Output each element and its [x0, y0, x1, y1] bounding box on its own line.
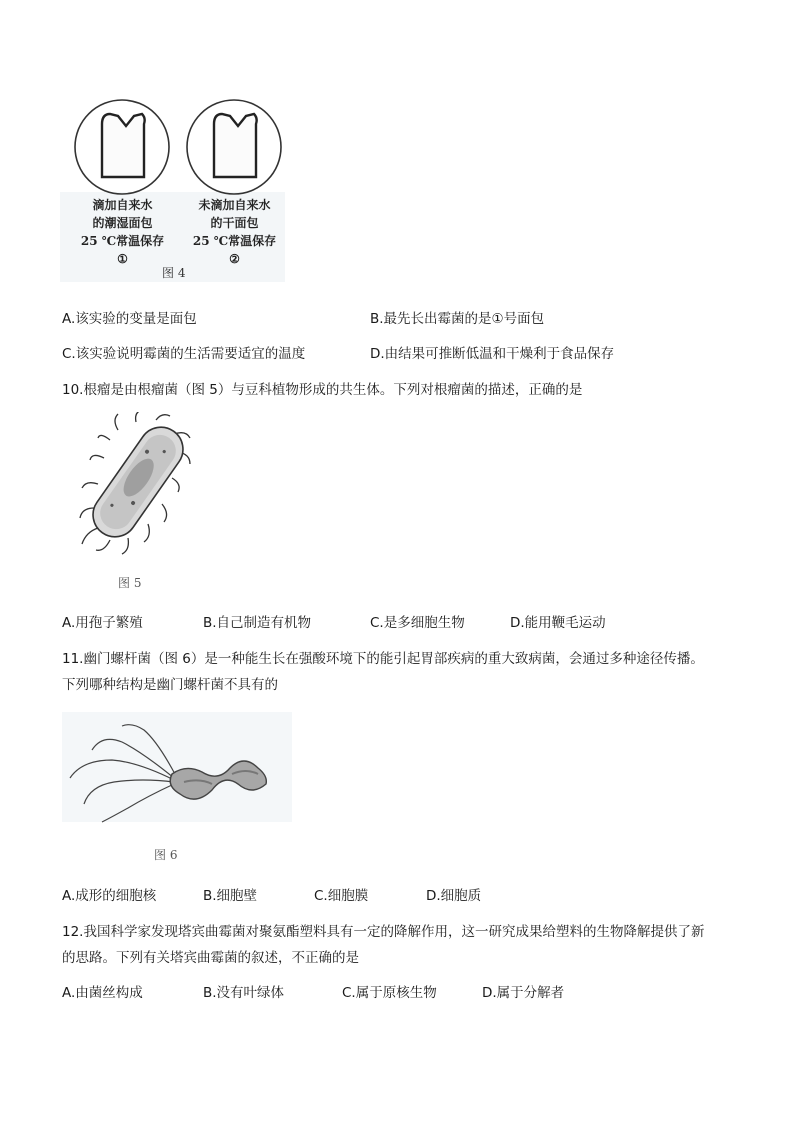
q12-stem-line1: 12.我国科学家发现塔宾曲霉菌对聚氨酯塑料具有一定的降解作用，这一研究成果给塑料的生物降解提供了新 [62, 924, 705, 940]
q9-option-a: A.该实验的变量是面包 [62, 311, 197, 327]
moist-bread-icon [102, 114, 145, 177]
fig4-right-caption-4: ② [229, 252, 240, 266]
q10-stem: 10.根瘤是由根瘤菌（图 5）与豆科植物形成的共生体。下列对根瘤菌的描述，正确的是 [62, 382, 583, 398]
q11-option-b: B.细胞壁 [203, 888, 258, 904]
fig4-left-caption-1: 滴加自来水 [92, 198, 153, 212]
q12-option-a: A.由菌丝构成 [62, 985, 143, 1001]
rhizobium-illustration [78, 412, 198, 562]
q12-option-b: B.没有叶绿体 [203, 985, 285, 1001]
figure-5 [78, 412, 198, 597]
q10-option-d: D.能用鞭毛运动 [510, 615, 606, 631]
q11-stem-line2: 下列哪种结构是幽门螺杆菌不具有的 [62, 677, 278, 693]
q12-option-d: D.属于分解者 [482, 985, 565, 1001]
q9-option-c: C.该实验说明霉菌的生活需要适宜的温度 [62, 346, 306, 362]
fig4-right-caption-1: 未滴加自来水 [198, 198, 271, 212]
q9-option-d: D.由结果可推断低温和干燥利于食品保存 [370, 346, 615, 362]
q10-option-c: C.是多细胞生物 [370, 615, 465, 631]
dry-bread-icon [214, 114, 257, 177]
q10-option-b: B.自己制造有机物 [203, 615, 312, 631]
fig4-left-caption-2: 的潮湿面包 [92, 216, 153, 230]
figure-6-label: 图 6 [154, 848, 178, 862]
figure-4-label: 图 4 [162, 266, 186, 280]
q12-stem-line2: 的思路。下列有关塔宾曲霉菌的叙述，不正确的是 [62, 950, 359, 966]
helicobacter-illustration [62, 712, 292, 832]
fig4-right-caption-2: 的干面包 [210, 216, 259, 230]
fig4-left-caption-3: 25 ℃常温保存 [80, 234, 165, 248]
q9-option-b: B.最先长出霉菌的是①号面包 [370, 311, 545, 327]
q11-option-c: C.细胞膜 [314, 888, 369, 904]
q11-option-d: D.细胞质 [426, 888, 482, 904]
q11-stem-line1: 11.幽门螺杆菌（图 6）是一种能生长在强酸环境下的能引起胃部疾病的重大致病菌，会通过多种途径传播。 [62, 651, 704, 667]
q10-option-a: A.用孢子繁殖 [62, 615, 143, 631]
q12-option-c: C.属于原核生物 [342, 985, 437, 1001]
figure-5-label: 图 5 [118, 576, 142, 590]
fig4-right-caption-3: 25 ℃常温保存 [192, 234, 277, 248]
figure-4 [60, 92, 290, 287]
q11-option-a: A.成形的细胞核 [62, 888, 157, 904]
fig4-left-caption-4: ① [117, 252, 128, 266]
figure-6 [62, 712, 292, 867]
